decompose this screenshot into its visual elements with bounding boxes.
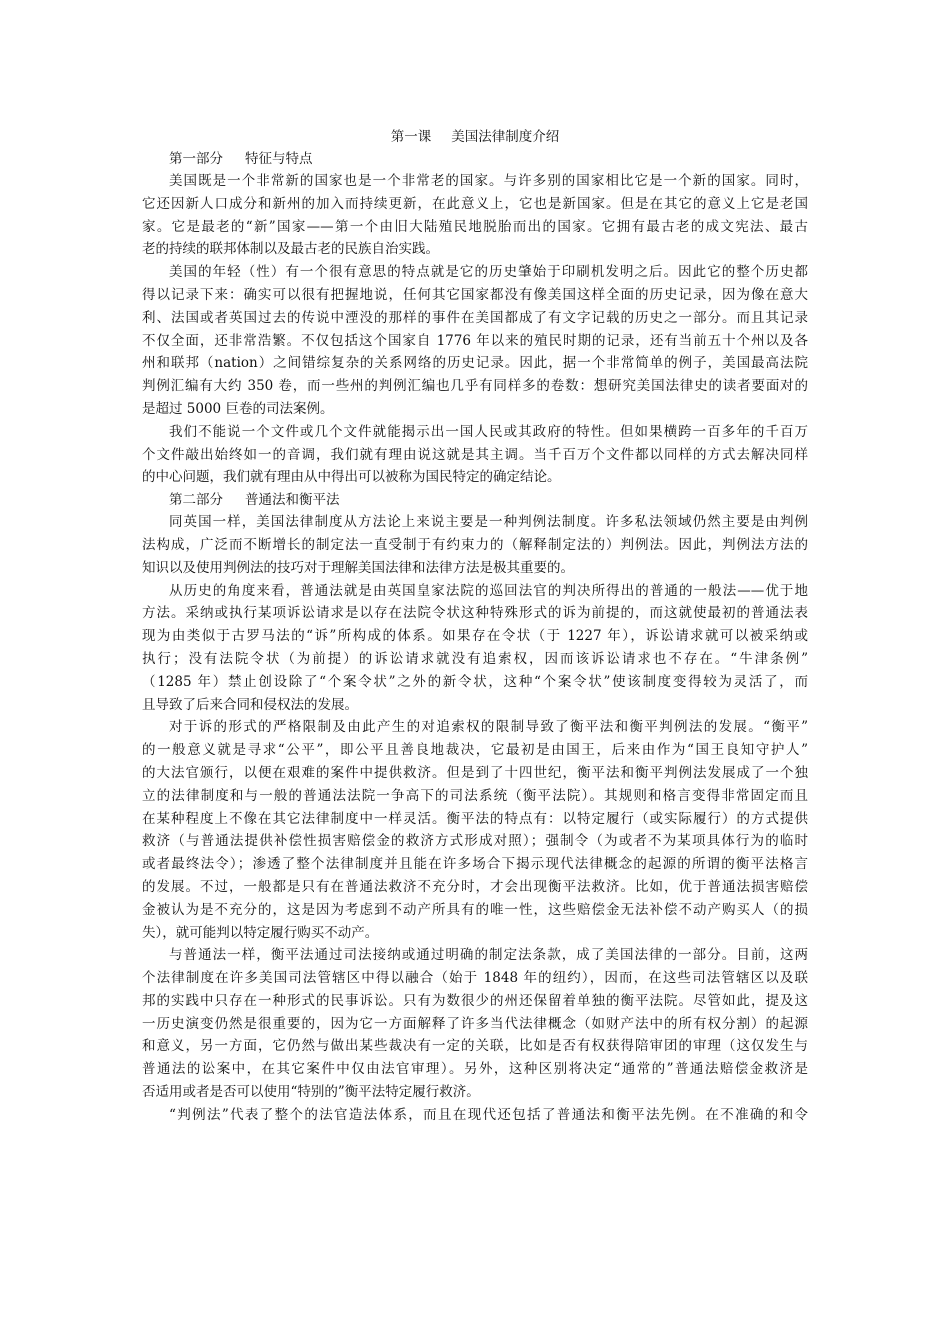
paragraph-line: 美国既是一个非常新的国家也是一个非常老的国家。与许多别的国家相比它是一个新的国家。同时， bbox=[169, 173, 808, 189]
paragraph-line: 的中心问题，我们就有理由从中得出可以被称为国民特定的确定结论。 bbox=[142, 469, 561, 486]
part-2-label: 第二部分 bbox=[169, 492, 223, 509]
paragraph-line: 且导致了后来合同和侵权法的发展。 bbox=[142, 696, 358, 713]
paragraph-line: 失），就可能判以特定履行购买不动产。 bbox=[142, 924, 379, 941]
paragraph-line: 否适用或者是否可以使用“特别的”衡平法特定履行救济。 bbox=[142, 1084, 480, 1101]
paragraph bbox=[142, 1104, 808, 1127]
paragraph-line: 知识以及使用判例法的技巧对于理解美国法律和法律方法是极其重要的。 bbox=[142, 559, 574, 576]
paragraph-line: “判例法”代表了整个的法官造法体系，而且在现代还包括了普通法和衡平法先例。在不准确的和令 bbox=[169, 1106, 808, 1123]
paragraph-line: 执行；没有法院令状（为前提）的诉讼请求就没有追索权，因而该诉讼请求也不存在。“牛津条例” bbox=[142, 650, 808, 667]
document-page bbox=[142, 126, 808, 1127]
paragraph-line: 一历史演变仍然是很重要的，因为它一方面解释了许多当代法律概念（如财产法中的所有权分割）的起源 bbox=[142, 1015, 808, 1032]
paragraph-line: 美国的年轻（性）有一个很有意思的特点就是它的历史肇始于印刷机发明之后。因此它的整个历史都 bbox=[169, 264, 808, 281]
paragraph-line: 州和联邦（nation）之间错综复杂的关系网络的历史记录。因此，据一个非常简单的例子，美国最高法院 bbox=[142, 355, 808, 372]
paragraph-line: 得以记录下来：确实可以很有把握地说，任何其它国家都没有像美国这样全面的历史记录，因为像在意大 bbox=[142, 286, 808, 303]
lesson-title bbox=[142, 126, 808, 148]
paragraph bbox=[142, 944, 808, 1104]
paragraph bbox=[142, 580, 808, 717]
paragraph-line: 从历史的角度来看，普通法就是由英国皇家法院的巡回法官的判决所得出的普通的一般法——优于地 bbox=[169, 582, 808, 599]
paragraph-line: （1285 年）禁止创设除了“个案令状”之外的新令状，这种“个案令状”使该制度变得较为灵活了，而 bbox=[142, 673, 808, 690]
paragraph bbox=[142, 716, 808, 944]
paragraph-line: 对于诉的形式的严格限制及由此产生的对追索权的限制导致了衡平法和衡平判例法的发展。“衡平” bbox=[169, 719, 808, 736]
part-1-heading bbox=[142, 148, 808, 170]
paragraph-line: 家。它是最老的“新”国家——第一个由旧大陆殖民地脱胎而出的国家。它拥有最古老的成文宪法、最古 bbox=[142, 218, 808, 235]
paragraph-line: 方法。采纳或执行某项诉讼请求是以存在法院令状这种特殊形式的诉为前提的，而这就使最初的普通法表 bbox=[142, 605, 808, 622]
paragraph bbox=[142, 421, 808, 489]
paragraph-line: 利、法国或者英国过去的传说中湮没的那样的事件在美国都成了有文字记载的历史之一部分。而且其记录 bbox=[142, 309, 808, 326]
paragraph-line: 在某种程度上不像在其它法律制度中一样灵活。衡平法的特点有：以特定履行（或实际履行）的方式提供 bbox=[142, 810, 808, 827]
paragraph-line: 和意义，另一方面，它仍然与做出某些裁决有一定的关联，比如是否有权获得陪审团的审理（这仅发生与 bbox=[142, 1038, 808, 1055]
paragraph-line: 或者最终法令）；渗透了整个法律制度并且能在许多场合下揭示现代法律概念的起源的所谓的衡平法格言 bbox=[142, 856, 808, 873]
part-1-name: 特征与特点 bbox=[245, 151, 313, 167]
paragraph-line: 的发展。不过，一般都是只有在普通法救济不充分时，才会出现衡平法救济。比如，优于普通法损害赔偿 bbox=[142, 878, 808, 895]
paragraph-line: 个文件敲出始终如一的音调，我们就有理由说这就是其主调。当千百万个文件都以同样的方式去解决同样 bbox=[142, 446, 808, 463]
paragraph-line: 救济（与普通法提供补偿性损害赔偿金的救济方式形成对照）；强制令（为或者不为某项具体行为的临时 bbox=[142, 833, 808, 850]
paragraph-line: 邦的实践中只存在一种形式的民事诉讼。只有为数很少的州还保留着单独的衡平法院。尽管如此，提及这 bbox=[142, 992, 808, 1009]
paragraph-line: 不仅全面，还非常浩繁。不仅包括这个国家自 1776 年以来的殖民时期的记录，还有当前五十个州以及各 bbox=[142, 332, 808, 349]
paragraph-line: 个法律制度在许多美国司法管辖区中得以融合（始于 1848 年的纽约），因而，在这些司法管辖区以及联 bbox=[142, 970, 808, 987]
paragraph-line: 现为由类似于古罗马法的“诉”所构成的体系。如果存在令状（于 1227 年），诉讼请求就可以被采纳或 bbox=[142, 628, 808, 645]
paragraph-line: 与普通法一样，衡平法通过司法接纳或通过明确的制定法条款，成了美国法律的一部分。目前，这两 bbox=[169, 947, 808, 964]
paragraph bbox=[142, 170, 808, 261]
part-2-heading bbox=[142, 489, 808, 511]
paragraph-line: 是超过 5000 巨卷的司法案例。 bbox=[142, 400, 334, 417]
paragraph-line: 法构成，广泛而不断增长的制定法一直受制于有约束力的（解释制定法的）判例法。因此，判例法方法的 bbox=[142, 536, 808, 553]
paragraph-line: 立的法律制度和与一般的普通法法院一争高下的司法系统（衡平法院）。其规则和格言变得非常固定而且 bbox=[142, 787, 808, 804]
paragraph-line: 的一般意义就是寻求“公平”，即公平且善良地裁决，它最初是由国王，后来由作为“国王良知守护人” bbox=[142, 742, 808, 759]
paragraph-line: 金被认为是不充分的，这是因为考虑到不动产所具有的唯一性，这些赔偿金无法补偿不动产购买人（的损 bbox=[142, 901, 808, 918]
paragraph-line: 普通法的讼案中，在其它案件中仅由法官审理）。另外，这种区别将决定“通常的”普通法赔偿金救济是 bbox=[142, 1061, 808, 1078]
part-1-label: 第一部分 bbox=[169, 151, 223, 167]
paragraph-line: 判例汇编有大约 350 卷，而一些州的判例汇编也几乎有同样多的卷数：想研究美国法律史的读者要面对的 bbox=[142, 378, 808, 395]
lesson-name: 美国法律制度介绍 bbox=[451, 129, 560, 145]
paragraph bbox=[142, 511, 808, 579]
paragraph-line: 我们不能说一个文件或几个文件就能揭示出一国人民或其政府的特性。但如果横跨一百多年的千百万 bbox=[169, 423, 808, 440]
paragraph-line: 的大法官颁行，以便在艰难的案件中提供救济。但是到了十四世纪，衡平法和衡平判例法发展成了一个独 bbox=[142, 764, 808, 781]
lesson-number: 第一课 bbox=[390, 129, 432, 145]
paragraph bbox=[142, 261, 808, 421]
paragraph-line: 它还因新人口成分和新州的加入而持续更新，在此意义上，它也是新国家。但是在其它的意义上它是老国 bbox=[142, 195, 808, 212]
part-2-name: 普通法和衡平法 bbox=[245, 492, 340, 509]
paragraph-line: 同英国一样，美国法律制度从方法论上来说主要是一种判例法制度。许多私法领域仍然主要是由判例 bbox=[169, 514, 808, 531]
paragraph-line: 老的持续的联邦体制以及最古老的民族自治实践。 bbox=[142, 241, 439, 258]
